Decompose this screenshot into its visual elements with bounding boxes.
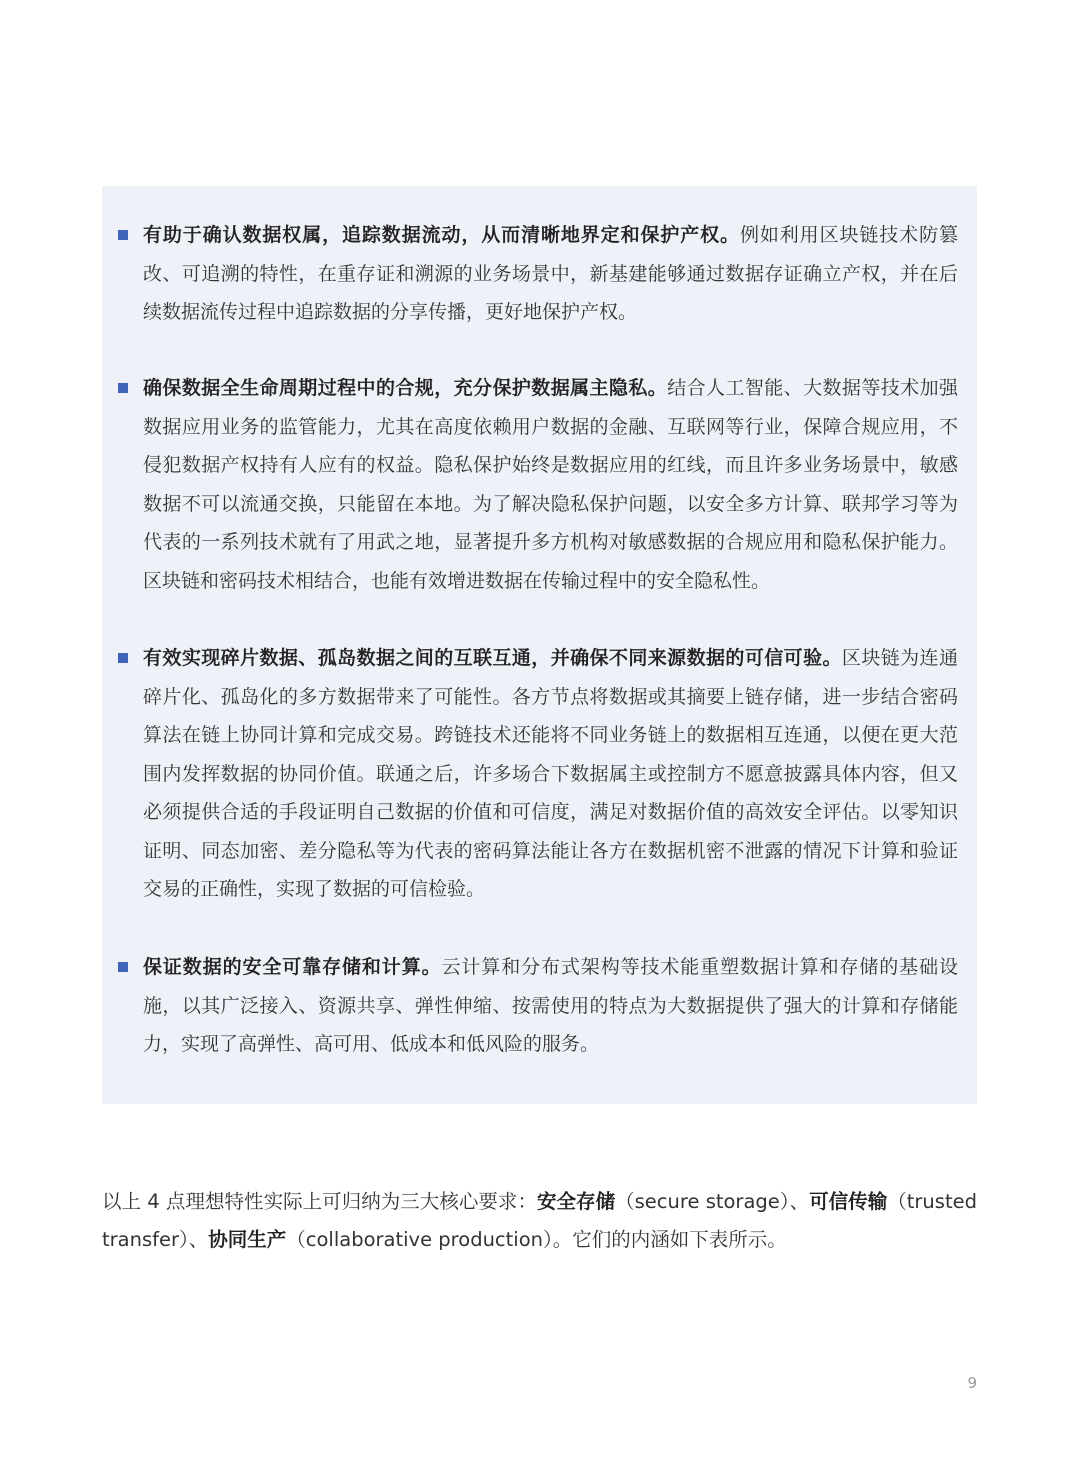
requirement-secure-storage-en: （secure storage）、	[615, 1190, 810, 1213]
summary-paragraph	[102, 1183, 977, 1259]
bullet-lead: 有效实现碎片数据、孤岛数据之间的互联互通，并确保不同来源数据的可信可验。	[143, 647, 842, 669]
square-bullet-icon	[118, 962, 128, 972]
bullet-body: 云计算和分布式架构等技术能重塑数据计算和存储的基础设施，以其广泛接入、资源共享、弹性伸缩、按需使用的特点为大数据提供了强大的计算和存储能力，实现了高弹性、高可用、低成本和低风险的服务。	[143, 956, 958, 1055]
bullet-body: 例如利用区块链技术防篡改、可追溯的特性，在重存证和溯源的业务场景中，新基建能够通过数据存证确立产权，并在后续数据流传过程中追踪数据的分享传播，更好地保护产权。	[143, 224, 958, 323]
bullet-text	[143, 369, 958, 600]
bullet-body: 区块链为连通碎片化、孤岛化的多方数据带来了可能性。各方节点将数据或其摘要上链存储，进一步结合密码算法在链上协同计算和完成交易。跨链技术还能将不同业务链上的数据相互连通，以便在更大范围内发挥数据的协同价值。联通之后，许多场合下数据属主或控制方不愿意披露具体内容，但又必须提供合适的手段证明自己数据的价值和可信度，满足对数据价值的高效安全评估。以零知识证明、同态加密、差分隐私等为代表的密码算法能让各方在数据机密不泄露的情况下计算和验证交易的正确性，实现了数据的可信检验。	[143, 647, 958, 900]
summary-intro: 以上 4 点理想特性实际上可归纳为三大核心要求：	[102, 1190, 537, 1213]
requirement-collaborative-production-en: （collaborative production）	[286, 1228, 553, 1251]
square-bullet-icon	[118, 653, 128, 663]
bullet-text	[143, 948, 958, 1064]
bullet-lead: 确保数据全生命周期过程中的合规，充分保护数据属主隐私。	[143, 377, 668, 399]
requirement-trusted-transfer: 可信传输	[809, 1190, 888, 1213]
bullet-lead: 保证数据的安全可靠存储和计算。	[143, 956, 442, 978]
square-bullet-icon	[118, 230, 128, 240]
page-number: 9	[967, 1374, 977, 1392]
highlight-panel	[102, 186, 977, 1104]
requirement-secure-storage: 安全存储	[536, 1190, 616, 1213]
bullet-lead: 有助于确认数据权属，追踪数据流动，从而清晰地界定和保护产权。	[143, 224, 740, 246]
bullet-text	[143, 216, 958, 332]
requirement-trusted-transfer-en: （trusted transfer）、	[102, 1190, 977, 1251]
summary-outro: 。它们的内涵如下表所示。	[552, 1228, 787, 1251]
bullet-text	[143, 639, 958, 909]
square-bullet-icon	[118, 383, 128, 393]
requirement-collaborative-production: 协同生产	[208, 1228, 287, 1251]
bullet-body: 结合人工智能、大数据等技术加强数据应用业务的监管能力，尤其在高度依赖用户数据的金融、互联网等行业，保障合规应用，不侵犯数据产权持有人应有的权益。隐私保护始终是数据应用的红线，而且许多业务场景中，敏感数据不可以流通交换，只能留在本地。为了解决隐私保护问题，以安全多方计算、联邦学习等为代表的一系列技术就有了用武之地，显著提升多方机构对敏感数据的合规应用和隐私保护能力。区块链和密码技术相结合，也能有效增进数据在传输过程中的安全隐私性。	[143, 377, 958, 592]
